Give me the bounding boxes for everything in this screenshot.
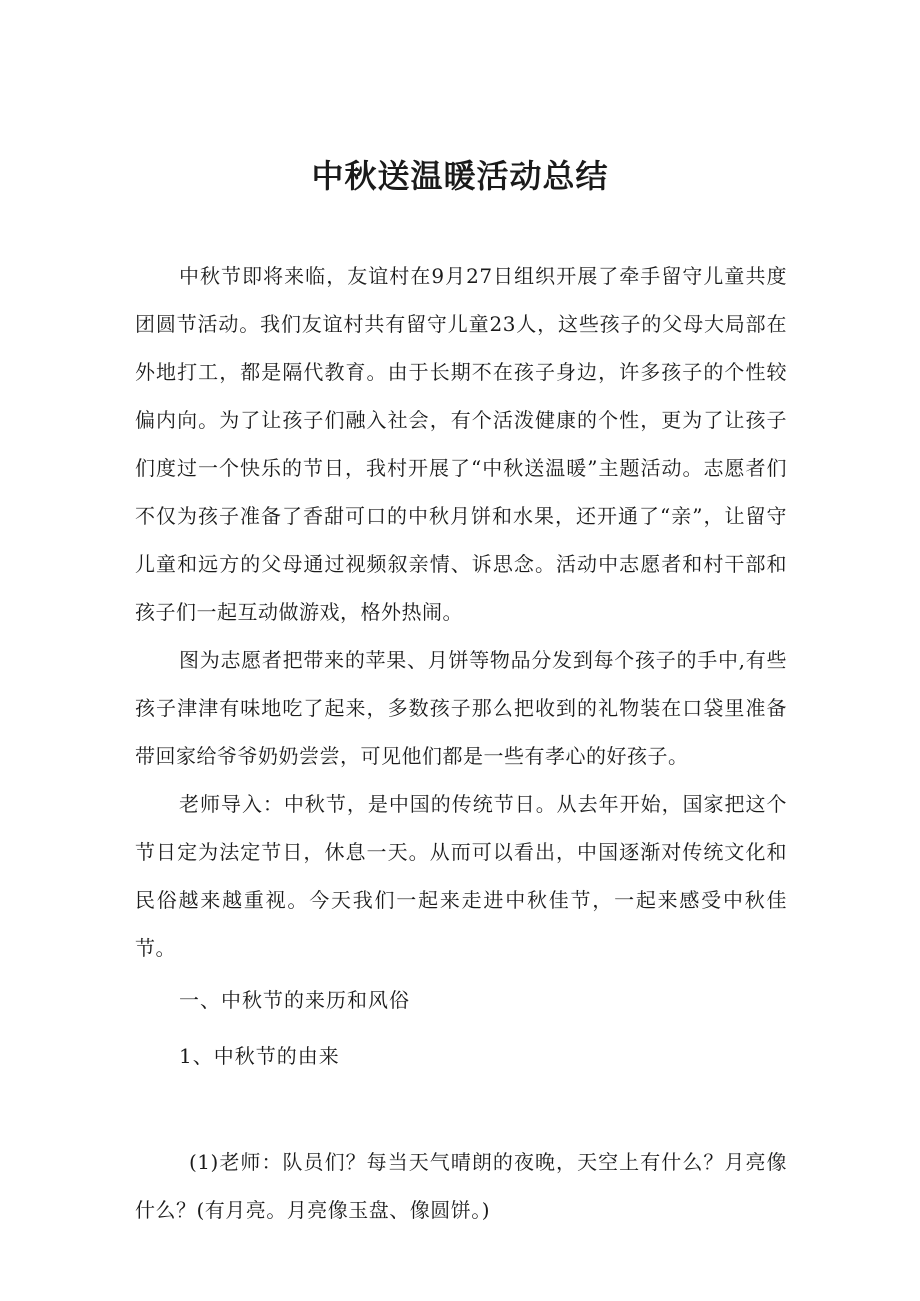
blank-gap [135,1084,787,1138]
paragraph-teacher-intro: 老师导入：中秋节，是中国的传统节日。从去年开始，国家把这个节日定为法定节日，休息一天。从而可以看出，中国逐渐对传统文化和民俗越来越重视。今天我们一起来走进中秋佳节，一起来感受中秋佳节。 [135,792,787,960]
subsection-heading: 1、中秋节的由来 [179,1044,340,1068]
section-heading: 一、中秋节的来历和风俗 [179,988,410,1012]
page-title: 中秋送温暖活动总结 [311,157,609,195]
paragraph-distribution: 图为志愿者把带来的苹果、月饼等物品分发到每个孩子的手中,有些孩子津津有味地吃了起来，多数孩子那么把收到的礼物装在口袋里准备带回家给爷爷奶奶尝尝，可见他们都是一些有孝心的好孩子。 [135,648,787,768]
paragraph-question: (1)老师：队员们？每当天气晴朗的夜晚，天空上有什么？月亮像什么？(有月亮。月亮像玉盘、像圆饼。) [135,1150,787,1222]
document-body [135,252,787,1234]
paragraph-intro: 中秋节即将来临，友谊村在9月27日组织开展了牵手留守儿童共度团圆节活动。我们友谊村共有留守儿童23人，这些孩子的父母大局部在外地打工，都是隔代教育。由于长期不在孩子身边，许多孩子的个性较偏内向。为了让孩子们融入社会，有个活泼健康的个性，更为了让孩子们度过一个快乐的节日，我村开展了“中秋送温暖”主题活动。志愿者们不仅为孩子准备了香甜可口的中秋月饼和水果，还开通了“亲”，让留守儿童和远方的父母通过视频叙亲情、诉思念。活动中志愿者和村干部和孩子们一起互动做游戏，格外热闹。 [135,264,787,624]
